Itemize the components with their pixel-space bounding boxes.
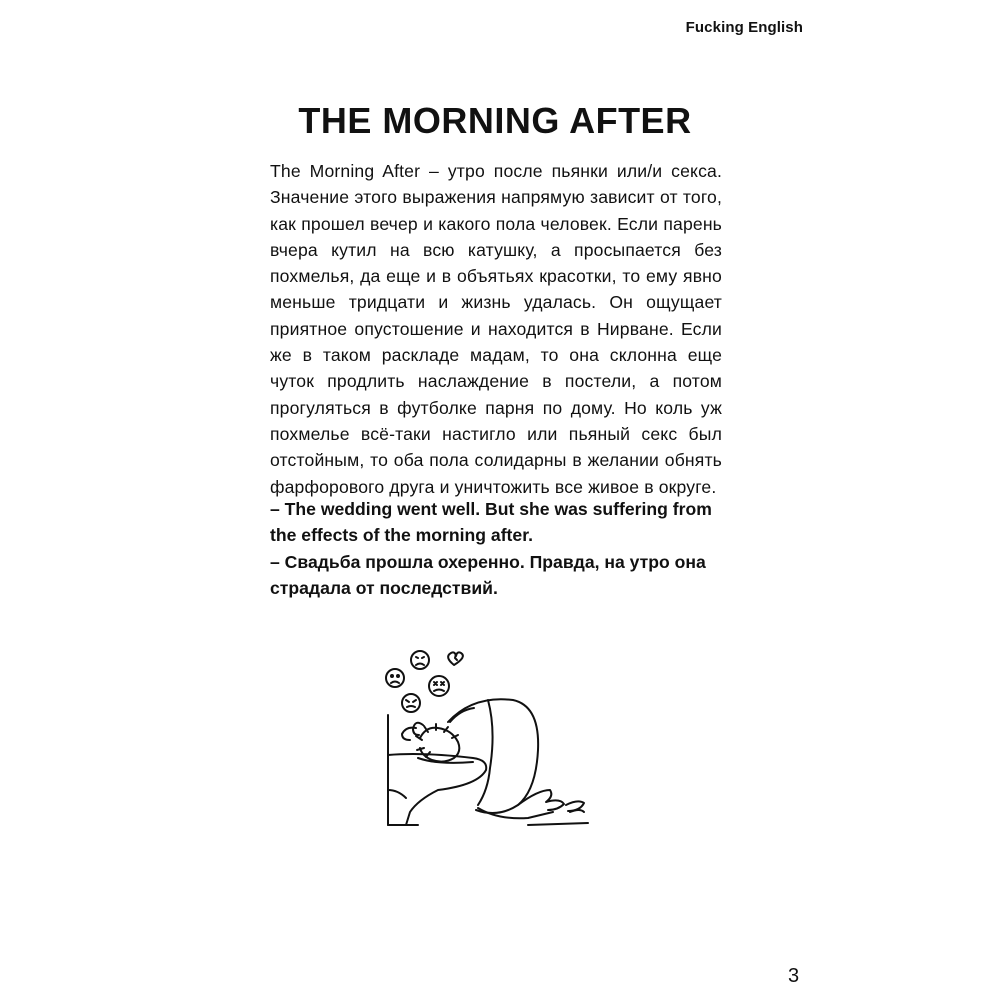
sad-face-icon <box>411 651 429 669</box>
heart-broken-icon <box>448 652 463 665</box>
dizzy-face-icon <box>429 676 449 696</box>
running-header: Fucking English <box>685 19 803 36</box>
angry-face-icon <box>402 694 420 712</box>
person-icon <box>402 699 588 825</box>
page-number: 3 <box>788 965 800 987</box>
person-vomiting-into-toilet-icon <box>378 640 618 840</box>
example-english: – The wedding went well. But she was suffering from the effects of the morning after. <box>270 499 712 546</box>
sick-face-icon <box>386 669 404 687</box>
usage-examples <box>270 496 730 601</box>
page-title: THE MORNING AFTER <box>298 100 692 141</box>
article-body: The Morning After – утро после пьянки или/и секса. Значение этого выражения напрямую зависит от того, как прошел вечер и какого пола человек. Если парень вчера кутил на всю катушку, а просыпается без похмелья, да еще и в объятьях красотки, то ему явно меньше тридцати и жизнь удалась. Он ощущает приятное опустошение и находится в Нирване. Если же в таком раскладе мадам, то она склонна еще чуток продлить наслаждение в постели, а потом прогуляться в футболке парня по дому. Но коль уж похмелье всё-таки настигло или пьяный секс был отстойным, то оба пола солидарны в желании обнять фарфорового друга и уничтожить все живое в округе. <box>270 161 722 497</box>
example-russian: – Свадьба прошла охеренно. Правда, на утро она страдала от последствий. <box>270 551 706 598</box>
